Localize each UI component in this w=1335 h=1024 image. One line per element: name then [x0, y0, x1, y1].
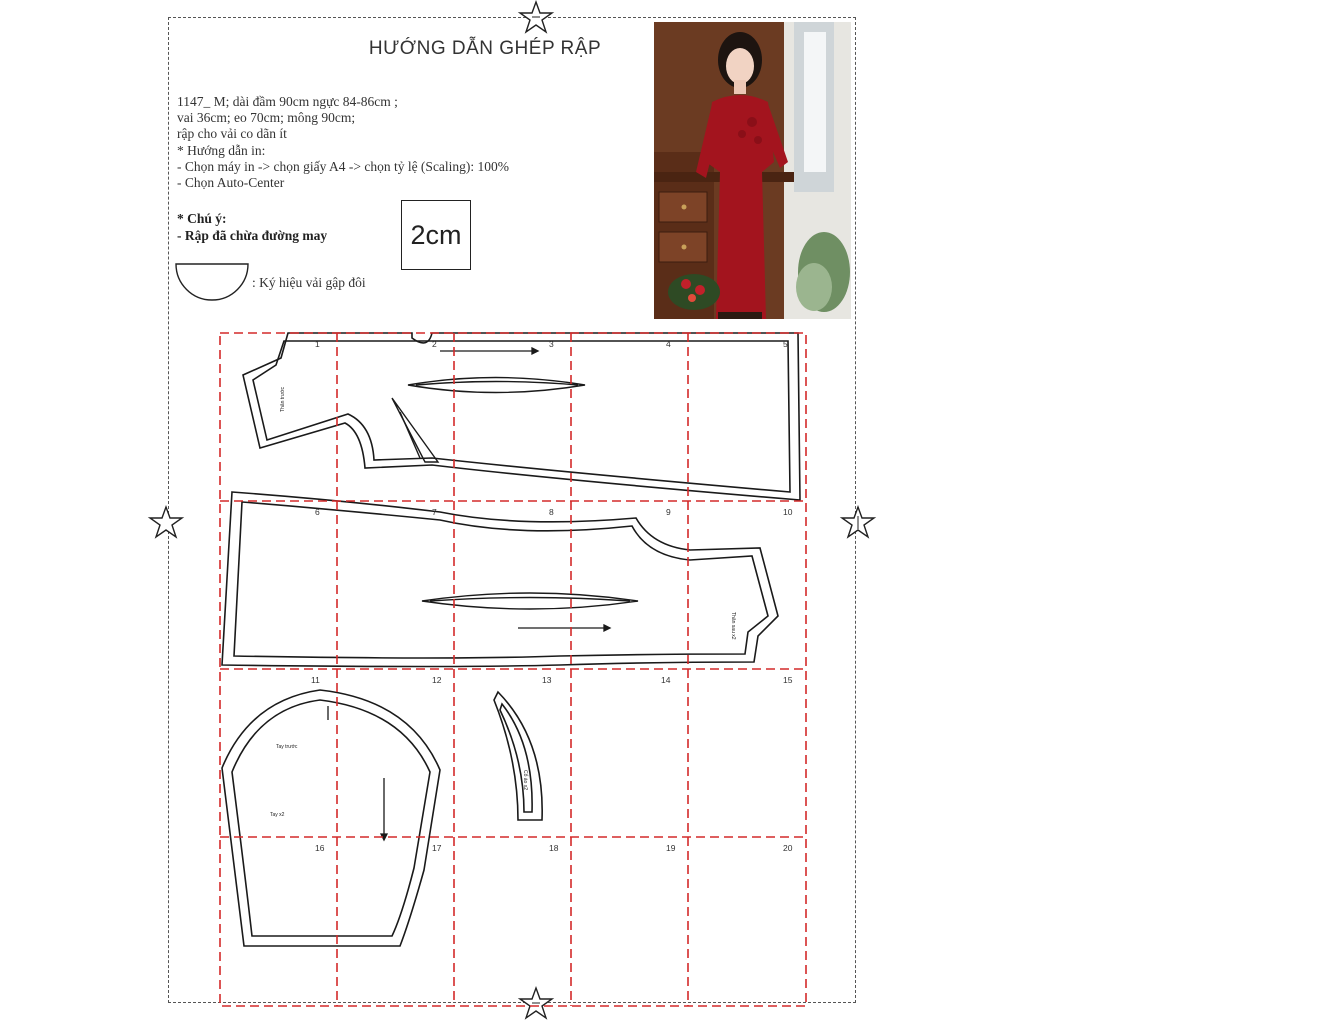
- page-number: 20: [783, 843, 793, 853]
- page-number: 10: [783, 507, 793, 517]
- front-bodice-darts: [392, 378, 585, 463]
- page-number: 2: [432, 339, 437, 349]
- scale-check-box: 2cm: [401, 200, 471, 270]
- page-number: 19: [666, 843, 676, 853]
- page-number: 15: [783, 675, 793, 685]
- page-number: 7: [432, 507, 437, 517]
- front-piece-label: Thân trước: [280, 387, 286, 412]
- page-number: 5: [783, 339, 788, 349]
- page-number: 11: [311, 675, 320, 685]
- print-step-2: - Chọn Auto-Center: [177, 175, 285, 191]
- fold-symbol-label: : Ký hiệu vải gập đôi: [252, 275, 366, 290]
- fabric-line: rập cho vải co dãn ít: [177, 126, 287, 142]
- page-number: 9: [666, 507, 671, 517]
- page-numbers: [311, 339, 793, 853]
- note-text: - Rập đã chừa đường may: [177, 228, 328, 243]
- sleeve-piece: [222, 690, 440, 946]
- page-number: 3: [549, 339, 554, 349]
- measurements-line: vai 36cm; eo 70cm; mông 90cm;: [177, 110, 356, 126]
- page-title: HƯỚNG DẪN GHÉP RẬP: [368, 38, 602, 59]
- back-bodice-piece: [222, 492, 778, 667]
- page-number: 18: [549, 843, 559, 853]
- page-number: 12: [432, 675, 442, 685]
- print-step-1: - Chọn máy in -> chọn giấy A4 -> chọn tỷ lệ (Scaling): 100%: [177, 158, 510, 174]
- page-number: 1: [315, 339, 320, 349]
- print-heading: * Hướng dẫn in:: [177, 142, 266, 158]
- page-number: 16: [315, 843, 325, 853]
- back-piece-label: Thân sau x2: [730, 612, 736, 640]
- brand-logo: HONG VIC: [1318, 52, 1335, 64]
- note-heading: * Chú ý:: [177, 211, 227, 226]
- page-number: 17: [432, 843, 442, 853]
- page-number: 4: [666, 339, 671, 349]
- page-number: 8: [549, 507, 554, 517]
- sleeve-front-label: Tay trước: [276, 744, 298, 750]
- sleeve-pieces-label: Tay x2: [270, 812, 285, 818]
- page-number: 14: [661, 675, 671, 685]
- collar-label: Cổ áo x2: [522, 770, 528, 791]
- page-number: 6: [315, 507, 320, 517]
- collar-piece: [494, 692, 542, 820]
- front-bodice-piece: [243, 333, 800, 500]
- page-number: 13: [542, 675, 552, 685]
- size-line: 1147_ M; dài đầm 90cm ngực 84-86cm ;: [177, 94, 398, 109]
